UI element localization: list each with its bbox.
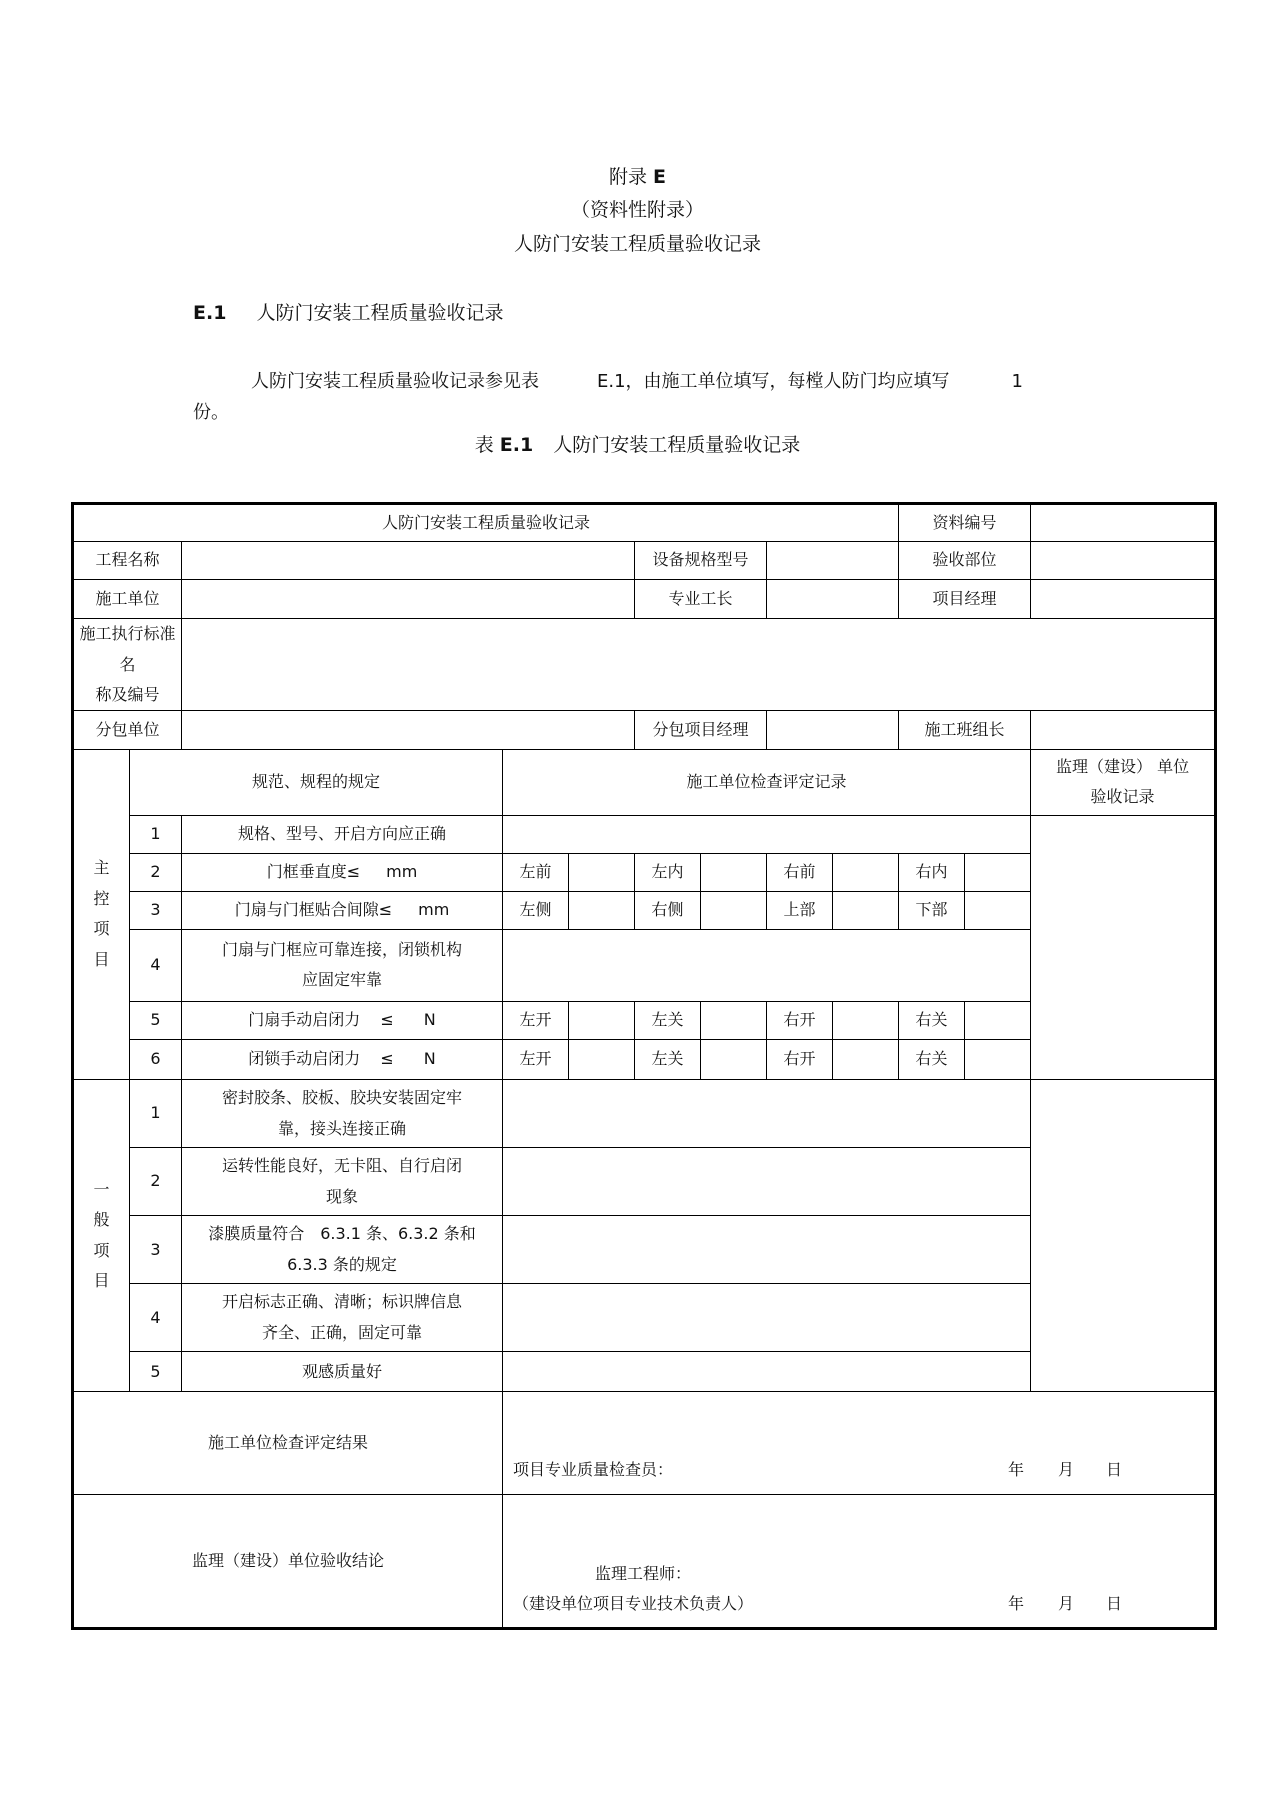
spec-rules-header: 规范、规程的规定: [130, 749, 503, 815]
item-text-l2: 齐全、正确，固定可靠: [261, 1322, 422, 1342]
item-text: 闭锁手动启闭力: [248, 1049, 361, 1069]
spec-model-value[interactable]: [767, 542, 899, 580]
appendix-heading: [0, 162, 1275, 189]
supervision-l1: 监理（建设） 单位: [1056, 756, 1190, 776]
general-no: 3: [130, 1216, 182, 1284]
section-heading: [193, 298, 503, 325]
measure-label: 左内: [635, 853, 701, 891]
row-column-headers: [73, 749, 1216, 815]
year-label: 年: [1008, 1593, 1025, 1613]
foreman-value[interactable]: [767, 580, 899, 619]
main-item-text: 规格、型号、开启方向应正确: [182, 815, 503, 853]
contractor-value[interactable]: [182, 580, 635, 619]
measure-label: 左前: [503, 853, 569, 891]
measure-value[interactable]: [965, 853, 1031, 891]
measure-label: 右内: [899, 853, 965, 891]
row-contractor: [73, 580, 1216, 619]
item-text-l2: 应固定牢靠: [301, 970, 382, 990]
subcontractor-value[interactable]: [182, 711, 635, 749]
main-record-4[interactable]: [503, 929, 1031, 1001]
measure-label: 右开: [767, 1001, 833, 1039]
pm-value[interactable]: [1031, 580, 1216, 619]
measure-value[interactable]: [833, 853, 899, 891]
item-text: 门扇手动启闭力: [248, 1010, 361, 1030]
main-item-text: [182, 1039, 503, 1079]
general-record-1[interactable]: [503, 1079, 1031, 1147]
main-no: 6: [130, 1039, 182, 1079]
measure-value[interactable]: [569, 853, 635, 891]
main-items-label: [73, 749, 130, 1079]
measure-label: 上部: [767, 891, 833, 929]
result-label: 施工单位检查评定结果: [73, 1392, 503, 1494]
measure-value[interactable]: [569, 1001, 635, 1039]
item-text: 门框垂直度≤: [266, 861, 361, 881]
measure-value[interactable]: [833, 1039, 899, 1079]
main-no: 1: [130, 815, 182, 853]
measure-label: 右侧: [635, 891, 701, 929]
measure-label: 左开: [503, 1001, 569, 1039]
paragraph-line1: [251, 367, 1023, 393]
row-subcontractor: [73, 711, 1216, 749]
standard-value[interactable]: [182, 619, 1216, 711]
supervision-main-value[interactable]: [1031, 815, 1216, 1079]
standard-label-l2: 称及编号: [95, 685, 160, 704]
row-conclusion: [73, 1494, 1216, 1628]
main-item-text: [182, 1001, 503, 1039]
section-number: E.1: [193, 302, 227, 324]
conclusion-signature-area[interactable]: [503, 1494, 1216, 1628]
month-label: 月: [1058, 1593, 1075, 1613]
main-no: 2: [130, 853, 182, 891]
main-no: 5: [130, 1001, 182, 1039]
row-standard: [73, 619, 1216, 711]
measure-label: 左关: [635, 1039, 701, 1079]
measure-value[interactable]: [833, 1001, 899, 1039]
supervision-general-value[interactable]: [1031, 1079, 1216, 1392]
row-title: [73, 504, 1216, 542]
item-text-l2: 现象: [325, 1186, 358, 1206]
measure-label: 右关: [899, 1039, 965, 1079]
team-leader-label: 施工班组长: [899, 711, 1031, 749]
item-text-l1: 开启标志正确、清晰；标识牌信息: [221, 1292, 462, 1312]
item-unit: mm: [386, 861, 418, 881]
acceptance-part-label: 验收部位: [899, 542, 1031, 580]
appendix-title: 人防门安装工程质量验收记录: [513, 233, 761, 255]
engineer-note: （建设单位项目专业技术负责人）: [513, 1593, 754, 1613]
measure-label: 下部: [899, 891, 965, 929]
para-ref: E.1: [597, 371, 626, 392]
general-items-label: [73, 1079, 130, 1392]
para-text-b: ，由施工单位填写，每樘人防门均应填写: [625, 371, 950, 392]
item-unit: mm: [418, 900, 450, 920]
supervision-l2: 验收记录: [1090, 787, 1155, 807]
item-unit: N: [423, 1049, 436, 1069]
measure-label: 左开: [503, 1039, 569, 1079]
general-record-4[interactable]: [503, 1284, 1031, 1352]
main-no: 4: [130, 929, 182, 1001]
main-item-text: [182, 891, 503, 929]
appendix-note: （资料性附录）: [570, 199, 704, 221]
main-row-1: [73, 815, 1216, 853]
item-text-l1: 密封胶条、胶板、胶块安装固定牢: [221, 1088, 462, 1108]
section-title: 人防门安装工程质量验收记录: [256, 302, 504, 324]
measure-value[interactable]: [701, 1001, 767, 1039]
measure-value[interactable]: [701, 853, 767, 891]
month-label: 月: [1058, 1460, 1075, 1480]
inspector-label: 项目专业质量检查员：: [513, 1460, 674, 1480]
item-text: 门扇与门框贴合间隙≤: [234, 900, 393, 920]
table-caption: [0, 430, 1275, 457]
item-text-l2: 靠，接头连接正确: [277, 1118, 406, 1138]
appendix-letter: E: [653, 166, 667, 188]
measure-value[interactable]: [965, 891, 1031, 929]
appendix-label: 附录: [608, 166, 647, 188]
general-record-2[interactable]: [503, 1148, 1031, 1216]
year-label: 年: [1008, 1460, 1025, 1480]
general-no: 1: [130, 1079, 182, 1147]
item-text-l1: 门扇与门框应可靠连接，闭锁机构: [221, 939, 462, 959]
paragraph-line2: 份。: [193, 402, 229, 423]
item-text-l1: 漆膜质量符合 6.3.1 条、6.3.2 条和: [208, 1224, 476, 1244]
measure-value[interactable]: [833, 891, 899, 929]
main-record-1[interactable]: [503, 815, 1031, 853]
general-record-5[interactable]: [503, 1352, 1031, 1392]
doc-no-value[interactable]: [1031, 504, 1216, 542]
measure-value[interactable]: [569, 1039, 635, 1079]
para-num: 1: [1011, 371, 1023, 392]
check-record-header: 施工单位检查评定记录: [503, 749, 1031, 815]
measure-value[interactable]: [701, 1039, 767, 1079]
item-op: ≤: [380, 1049, 394, 1069]
pm-label: 项目经理: [899, 580, 1031, 619]
item-text-l1: 运转性能良好，无卡阻、自行启闭: [221, 1156, 462, 1176]
subcontractor-label: 分包单位: [73, 711, 182, 749]
acceptance-record-table: [71, 502, 1217, 1630]
general-char-4: 目: [93, 1271, 110, 1291]
general-item-text: [182, 1216, 503, 1284]
general-no: 4: [130, 1284, 182, 1352]
row-project: [73, 542, 1216, 580]
project-name-value[interactable]: [182, 542, 635, 580]
measure-label: 右开: [767, 1039, 833, 1079]
foreman-label: 专业工长: [635, 580, 767, 619]
caption-title: 人防门安装工程质量验收记录: [553, 434, 801, 456]
conclusion-label: 监理（建设）单位验收结论: [73, 1494, 503, 1628]
general-item-text: [182, 1148, 503, 1216]
main-item-text: [182, 929, 503, 1001]
main-char-4: 目: [93, 949, 110, 969]
item-op: ≤: [380, 1010, 394, 1030]
general-char-2: 般: [93, 1210, 110, 1230]
supervision-header: [1031, 749, 1216, 815]
result-signature-area[interactable]: [503, 1392, 1216, 1494]
para-text-a: 人防门安装工程质量验收记录参见表: [251, 371, 539, 392]
measure-label: 左侧: [503, 891, 569, 929]
standard-label: [73, 619, 182, 711]
general-row-1: [73, 1079, 1216, 1147]
general-record-3[interactable]: [503, 1216, 1031, 1284]
measure-value[interactable]: [701, 891, 767, 929]
measure-label: 右前: [767, 853, 833, 891]
measure-value[interactable]: [965, 1039, 1031, 1079]
main-char-1: 主: [93, 858, 110, 878]
doc-no-label: 资料编号: [899, 504, 1031, 542]
main-item-text: [182, 853, 503, 891]
measure-label: 右关: [899, 1001, 965, 1039]
main-char-3: 项: [93, 919, 110, 939]
contractor-label: 施工单位: [73, 580, 182, 619]
general-no: 5: [130, 1352, 182, 1392]
main-no: 3: [130, 891, 182, 929]
standard-label-l1: 施工执行标准名: [79, 624, 176, 674]
day-label: 日: [1106, 1593, 1123, 1613]
caption-number: E.1: [499, 434, 534, 456]
measure-value[interactable]: [965, 1001, 1031, 1039]
team-leader-value[interactable]: [1031, 711, 1216, 749]
general-item-text: [182, 1079, 503, 1147]
measure-value[interactable]: [569, 891, 635, 929]
general-item-text: [182, 1284, 503, 1352]
general-no: 2: [130, 1148, 182, 1216]
sub-pm-value[interactable]: [767, 711, 899, 749]
measure-label: 左关: [635, 1001, 701, 1039]
acceptance-part-value[interactable]: [1031, 542, 1216, 580]
caption-prefix: 表: [474, 434, 494, 456]
project-name-label: 工程名称: [73, 542, 182, 580]
general-item-text: 观感质量好: [182, 1352, 503, 1392]
sub-pm-label: 分包项目经理: [635, 711, 767, 749]
record-title: 人防门安装工程质量验收记录: [73, 504, 899, 542]
main-char-2: 控: [93, 888, 110, 908]
item-text-l2: 6.3.3 条的规定: [287, 1254, 397, 1274]
general-char-1: 一: [93, 1179, 110, 1199]
general-char-3: 项: [93, 1240, 110, 1260]
row-result: [73, 1392, 1216, 1494]
engineer-label: 监理工程师：: [595, 1563, 692, 1583]
item-unit: N: [423, 1010, 436, 1030]
spec-model-label: 设备规格型号: [635, 542, 767, 580]
day-label: 日: [1106, 1460, 1123, 1480]
